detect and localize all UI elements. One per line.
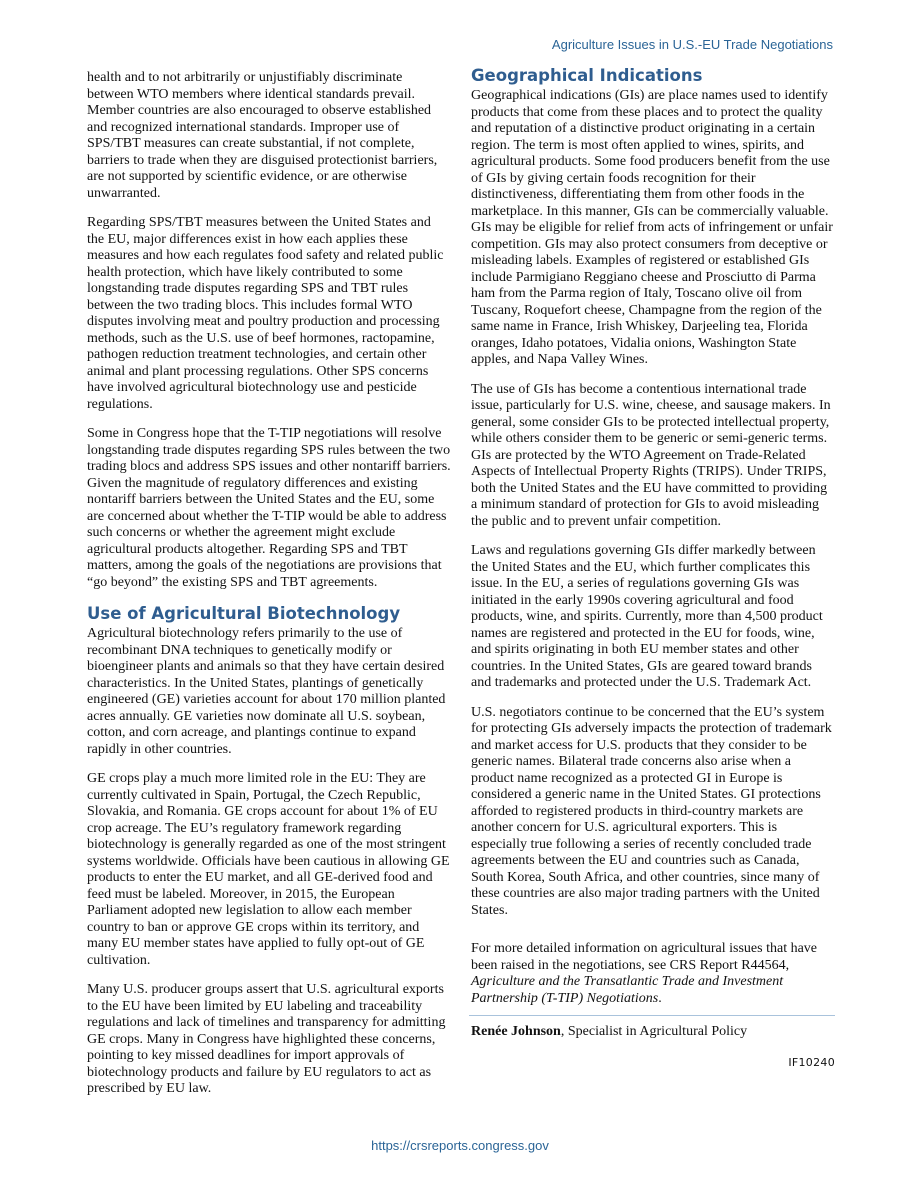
more-info-lead: For more detailed information on agricultural issues that have been raised in the negotiations, see CRS Report R44564, [471, 941, 818, 973]
paragraph-sps-standards: health and to not arbitrarily or unjustifiably discriminate between WTO members where identical standards prevail. Member countries are also encouraged to observe established and recognized international standards. Improper use of SPS/TBT measures can create substantial, if not complete, barriers to trade when they are disguised protectionist barriers, are not supported by scientific evidence, or are otherwise unwarranted. [87, 70, 438, 201]
paragraph-gi-definition: Geographical indications (GIs) are place names used to identify products that come from these places and to protect the quality and reputation of a distinctive product originating in a certain region. The term is most often applied to wines, spirits, and agricultural products. Some food producers benefit from the use of GIs by giving certain foods recognition for their distinctiveness, differentiating them from other foods in the marketplace. In this manner, GIs can be commercially valuable. GIs may be eligible for relief from acts of infringement or unfair competition. GIs may also protect consumers from deceptive or misleading labels. Examples of registered or established GIs include Parmigiano Reggiano cheese and Prosciutto di Parma ham from the Parma region of Italy, Toscano olive oil from Tuscany, Roquefort cheese, Champagne from the region of the same name in France, Irish Whiskey, Darjeeling tea, Florida oranges, Idaho potatoes, Vidalia onions, Washington State apples, and Napa Valley Wines. [471, 88, 833, 367]
paragraph-gi-laws: Laws and regulations governing GIs differ markedly between the United States and the EU, which further complicates this issue. In the EU, a series of regulations governing GIs was initiated in the early 1990s covering agricultural and food products, wine, and spirits. Currently, more than 4,500 product names are registered and protected in the EU for foods, wine, and spirits originating in both EU member states and other countries. In the United States, GIs are geared toward brands and trademarks and protected under the U.S. Trademark Act. [471, 543, 823, 690]
author-name: Renée Johnson [471, 1024, 561, 1039]
paragraph-sps-us-eu-differences: Regarding SPS/TBT measures between the United States and the EU, major differences exist in how each applies these measures and how each regulates food safety and related public health protection, which have likely contributed to some longstanding trade disputes regarding SPS and TBT rules between the two trading blocs. This includes formal WTO disputes involving meat and poultry production and processing methods, such as the U.S. use of beef hormones, ractopamine, pathogen reduction treatment technologies, and certain other animal and plant processing regulations. Other SPS concerns have involved agricultural biotechnology use and pesticide regulations. [87, 215, 444, 412]
right-column [471, 66, 835, 1071]
paragraph-us-producer-concerns: Many U.S. producer groups assert that U.S. agricultural exports to the EU have been limited by EU labeling and traceability regulations and lack of timelines and transparency for admitting GE crops. Many in Congress have highlighted these concerns, pointing to key missed deadlines for import approvals of biotechnology products and failure by EU regulators to act as prescribed by EU law. [87, 982, 446, 1096]
paragraph-ttip-sps-goals: Some in Congress hope that the T-TIP negotiations will resolve longstanding trade disputes regarding SPS rules between the two trading blocs and address SPS issues and other nontariff barriers. Given the magnitude of regulatory differences and existing nontariff barriers between the United States and the EU, some are concerned about whether the T-TIP would be able to address such concerns or whether the agreement might exclude agricultural products altogether. Regarding SPS and TBT matters, among the goals of the negotiations are provisions that “go beyond” the existing SPS and TBT agreements. [87, 426, 451, 590]
author-line [471, 1024, 835, 1041]
footer-url-link[interactable]: https://crsreports.congress.gov [371, 1138, 549, 1153]
more-info-end: . [658, 990, 662, 1006]
paragraph-biotech-definition: Agricultural biotechnology refers primarily to the use of recombinant DNA techniques to genetically modify or bioengineer plants and animals so that they have certain desired characteristics. In the United States, plantings of genetically engineered (GE) varieties account for about 170 million planted acres annually. GE varieties now dominate all U.S. soybean, cotton, and corn acreage, and plantings continue to expand rapidly in other countries. [87, 626, 446, 757]
paragraph-ge-crops-eu: GE crops play a much more limited role in the EU: They are currently cultivated in Spain, Portugal, the Czech Republic, Slovakia, and Romania. GE crops account for about 1% of EU crop acreage. The EU’s regulatory framework regarding biotechnology is generally regarded as one of the most stringent systems worldwide. Officials have been cautious in allowing GE products to enter the EU market, and all GE-derived food and feed must be labeled. Moreover, in 2015, the European Parliament adopted new legislation to allow each member country to ban or approve GE crops within its territory, and many EU member states have applied to fully opt-out of GE cultivation. [87, 771, 450, 968]
author-role: , Specialist in Agricultural Policy [560, 1024, 748, 1039]
paragraph-gi-us-negotiators: U.S. negotiators continue to be concerned that the EU’s system for protecting GIs adversely impacts the protection of trademark and market access for U.S. products that they consider to be generic names. Bilateral trade concerns also arise when a product name recognized as a protected GI in Europe is considered a generic name in the United States. GI protections afforded to registered products in third-country markets are another concern for U.S. agricultural exporters. This is especially true following a series of recently concluded trade agreements between the EU and countries such as Canada, South Korea, South Africa, and other countries, since many of these countries are also major trading partners with the United States. [471, 704, 832, 918]
report-title-link: Agriculture and the Transatlantic Trade and Investment Partnership (T-TIP) Negotiations [471, 974, 784, 1006]
divider-rule [469, 1015, 835, 1016]
more-info-paragraph [471, 941, 835, 1007]
left-column [87, 70, 451, 1111]
section-heading-geographical-indications: Geographical Indications [471, 66, 703, 85]
report-id: IF10240 [788, 1055, 835, 1069]
section-heading-biotechnology: Use of Agricultural Biotechnology [87, 604, 401, 623]
running-header-title: Agriculture Issues in U.S.-EU Trade Negotiations [551, 37, 833, 52]
paragraph-gi-trade-issue: The use of GIs has become a contentious international trade issue, particularly for U.S. wine, cheese, and sausage makers. In general, some consider GIs to be protected intellectual property, while others consider them to be generic or semi-generic terms. GIs are protected by the WTO Agreement on Trade-Related Aspects of Intellectual Property Rights (TRIPS). Under TRIPS, both the United States and the EU have committed to providing a minimum standard of protection for GIs to avoid misleading the public and to prevent unfair competition. [471, 381, 831, 529]
